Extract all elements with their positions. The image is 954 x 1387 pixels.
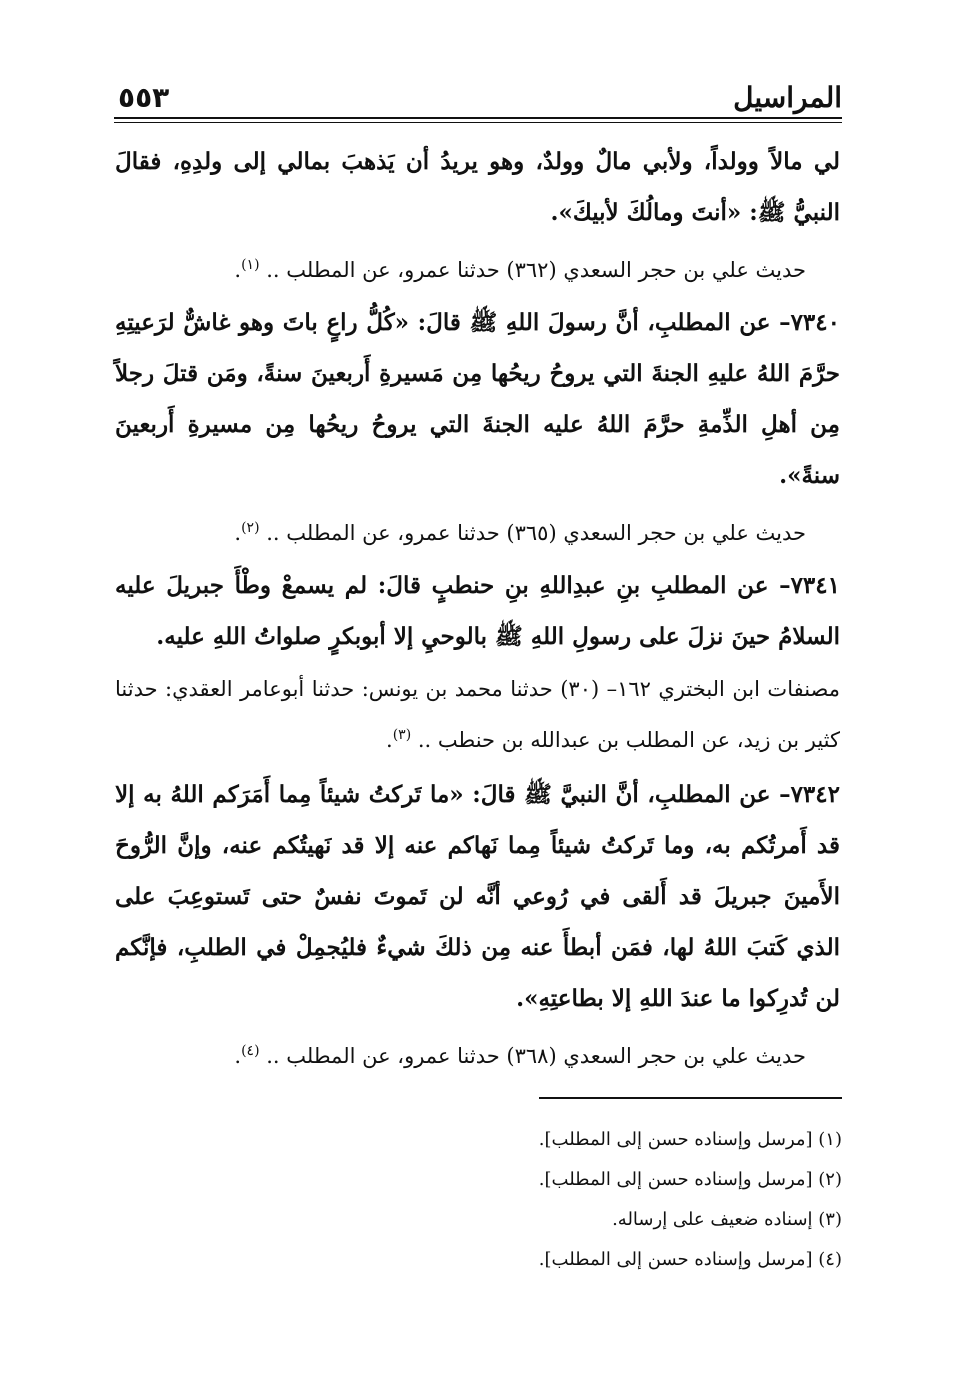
source-citation: حديث علي بن حجر السعدي (٣٦٥) حدثنا عمرو، عن المطلب .. $^{(٢)}$. [234,520,806,545]
hadith-7340: ٧٣٤٠– عن المطلبِ، أنَّ رسولَ اللهِ ﷺ قالَ: «كُلُّ راعٍ باتَ وهو غاشٌّ لرَعيتِهِ حرَّمَ اللهُ عليهِ الجنةَ التي يروحُ ريحُها مِن مَسيرةِ أَربعينَ سنةً، ومَن قتلَ رجلاً مِن أهلِ الذِّمةِ حرَّمَ اللهُ عليه الجنةَ التي يروحُ ريحُها مِن مسيرةِ أَربعينَ سنةً». [115,309,840,489]
source-citation: حديث علي بن حجر السعدي (٣٦٨) حدثنا عمرو، عن المطلب .. $^{(٤)}$. [234,1043,806,1068]
running-title: المراسيل [733,81,842,114]
footnotes [400,1120,842,1280]
footnote-marker: (٤) [241,1043,260,1059]
footnote-marker: (٢) [241,520,260,536]
footnote-4: (٤) [مرسل وإسناده حسن إلى المطلب]. [538,1249,842,1270]
footnote-1: (١) [مرسل وإسناده حسن إلى المطلب]. [538,1129,842,1150]
source-citation: مصنفات ابن البختري ١٦٢– (٣٠) حدثنا محمد بن يونس: حدثنا أبوعامر العقدي: حدثنا كثير بن زيد، عن المطلب بن عبدالله بن حنطب .. $^{(٣)}$. [115,677,841,752]
hadith-7341: ٧٣٤١– عن المطلبِ بنِ عبدِاللهِ بنِ حنطبٍ قالَ: لم يسمعْ وطْأَ جبريلَ عليه السلامُ حينَ نزلَ على رسولِ اللهِ ﷺ بالوحيِ إلا أبوبكرٍ صلواتُ اللهِ عليه. [115,572,840,650]
header-rule [114,117,842,119]
page-body [115,136,840,1079]
page-header [118,78,842,114]
hadith-continuation: لي مالاً وولداً، ولأبي مالٌ وولدٌ، وهو يريدُ أن يَذهبَ بمالي إلى ولدِهِ، فقالَ النبيُّ ﷺ: «أنتَ ومالُكَ لأبيكَ». [115,148,840,226]
footnote-marker: (٣) [392,727,412,743]
source-citation: حديث علي بن حجر السعدي (٣٦٢) حدثنا عمرو، عن المطلب .. $^{(١)}$. [234,257,806,282]
page-number: ٥٥٣ [118,81,170,114]
footnote-rule [539,1097,842,1099]
header-rule-thin [114,122,842,123]
hadith-7342: ٧٣٤٢– عن المطلبِ، أنَّ النبيَّ ﷺ قالَ: «ما تَركتُ شيئاً مِما أَمَرَكم اللهُ به إلا قد أَمرتُكم به، وما تَركتُ شيئاً مِما نَهاكم عنه إلا قد نَهيتُكم عنه، وإنَّ الرُّوحَ الأَمينَ جبريلَ قد أَلقى في رُوعي أنَّه لن تَموتَ نفسٌ حتى تَستوعِبَ على الذي كَتبَ اللهُ لها، فمَن أبطأَ عنه مِن ذلكَ شيءٌ فليُجمِلْ في الطلبِ، فإنَّكم لن تُدرِكوا ما عندَ اللهِ إلا بطاعتِهِ». [115,781,840,1012]
footnote-2: (٢) [مرسل وإسناده حسن إلى المطلب]. [538,1169,842,1190]
footnote-marker: (١) [241,257,260,273]
footnote-3: (٣) إسناده ضعيف على إرساله. [612,1209,842,1230]
